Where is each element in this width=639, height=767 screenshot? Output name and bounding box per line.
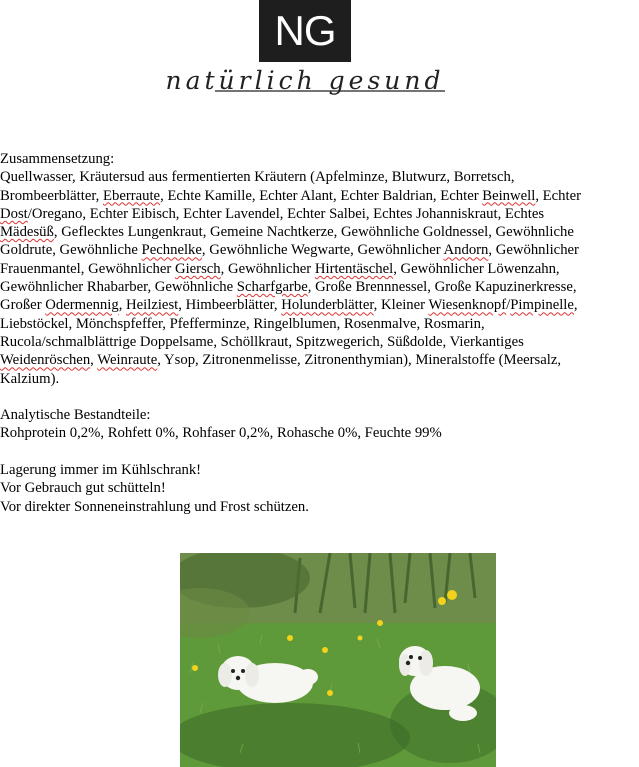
analytic-values: Rohprotein 0,2%, Rohfett 0%, Rohfaser 0,2%, Rohasche 0%, Feuchte 99% xyxy=(0,425,442,442)
composition-line: Dost/Oregano, Echter Eibisch, Echter Lavendel, Echter Salbei, Echtes Johanniskraut, Echtes xyxy=(0,205,545,222)
composition-line: Frauenmantel, Gewöhnlicher Giersch, Gewöhnlicher Hirtentäschel, Gewöhnlicher Löwenzahn, xyxy=(0,260,560,277)
tagline-logo xyxy=(155,64,455,102)
composition-line: Kalzium). xyxy=(0,370,60,387)
storage-line: Vor direkter Sonneneinstrahlung und Frost schützen. xyxy=(0,498,309,515)
composition-line: Mädesüß, Geflecktes Lungenkraut, Gemeine Nachtkerze, Gewöhnliche Goldnessel, Gewöhnliche xyxy=(0,224,574,241)
document-body xyxy=(0,150,639,516)
composition-line: Liebstöckel, Mönchspfeffer, Pfefferminze, Ringelblumen, Rosenmalve, Rosmarin, xyxy=(0,315,485,332)
tagline-text: natürlich gesund xyxy=(165,66,445,95)
composition-line: Gewöhnlicher Rhabarber, Gewöhnliche Scharfgarbe, Große Brennnessel, Große Kapuzinerkresse, xyxy=(0,279,577,296)
composition-line: Rucola/schmalblättrige Doppelsame, Schöllkraut, Spitzwegerich, Süßdolde, Vierkantiges xyxy=(0,333,524,350)
composition-heading: Zusammensetzung: xyxy=(0,151,115,167)
composition-line: Goldrute, Gewöhnliche Pechnelke, Gewöhnliche Wegwarte, Gewöhnlicher Andorn, Gewöhnlicher xyxy=(0,242,579,259)
composition-line: Brombeerblätter, Eberraute, Echte Kamille, Echter Alant, Echter Baldrian, Echter Beinwell, Echter xyxy=(0,187,581,204)
dogs-in-grass-image xyxy=(180,553,496,767)
storage-line: Lagerung immer im Kühlschrank! xyxy=(0,462,202,479)
composition-line: Quellwasser, Kräutersud aus fermentierten Kräutern (Apfelminze, Blutwurz, Borretsch, xyxy=(0,169,515,186)
ng-logo xyxy=(259,0,351,62)
analytic-heading: Analytische Bestandteile: xyxy=(0,407,151,424)
composition-line: Weidenröschen, Weinraute, Ysop, Zitronenmelisse, Zitronenthymian), Mineralstoffe (Meersalz, xyxy=(0,352,562,369)
logo-text: NG xyxy=(274,7,336,54)
dogs-photo xyxy=(180,553,496,767)
composition-line: Großer Odermennig, Heilziest, Himbeerblätter, Holunderblätter, Kleiner Wiesenknopf/Pimpinelle, xyxy=(0,297,578,314)
tagline-underline-flourish xyxy=(155,64,455,102)
storage-line: Vor Gebrauch gut schütteln! xyxy=(0,480,166,497)
